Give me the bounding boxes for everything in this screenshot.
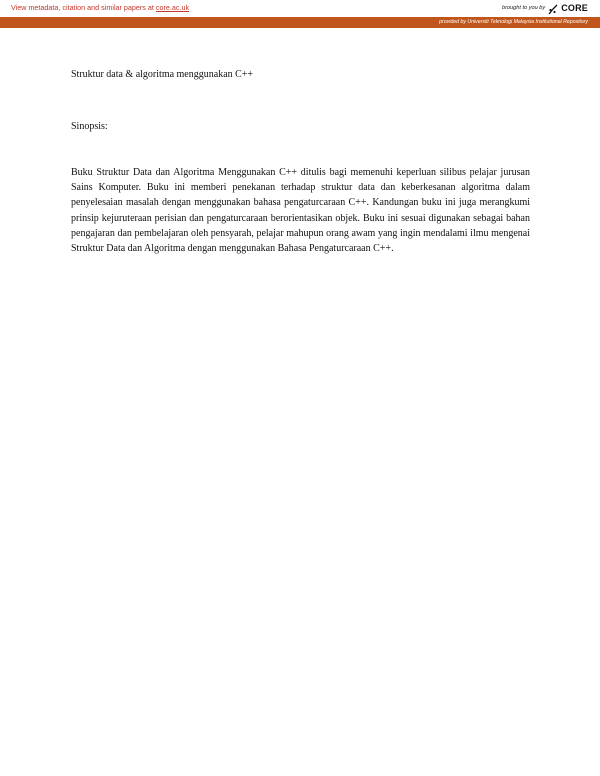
core-logo-text: CORE bbox=[561, 2, 588, 13]
core-link-domain[interactable]: core.ac.uk bbox=[155, 3, 190, 12]
sinopsis-heading: Sinopsis: bbox=[71, 121, 108, 132]
provided-by-text: provided by Universiti Teknologi Malaysia Institutional Repository bbox=[439, 18, 588, 25]
core-logo-icon bbox=[548, 2, 558, 13]
core-brand[interactable] bbox=[502, 2, 588, 13]
core-top-strip bbox=[0, 0, 600, 17]
brought-to-you-text: brought to you by bbox=[501, 4, 546, 11]
sinopsis-body: Buku Struktur Data dan Algoritma Menggunakan C++ ditulis bagi memenuhi keperluan silibus pelajar jurusan Sains Komputer. Buku ini memberi penekanan terhadap struktur data dan keberkesanan algoritma dalam penyelesaian masalah dengan menggunakan bahasa pengaturcaraan C++. Kandungan buku ini juga merangkumi prinsip kejuruteraan perisian dan pengaturcaraan berorientasikan objek. Buku ini sesuai digunakan sebagai bahan pengajaran dan pembelajaran oleh pensyarah, pelajar mahupun orang awam yang ingin mendalami ilmu mengenai Struktur Data dan Algoritma dengan menggunakan Bahasa Pengaturcaraan C++. bbox=[71, 167, 530, 255]
document-title: Struktur data & algoritma menggunakan C++ bbox=[71, 69, 254, 80]
core-metadata-link[interactable] bbox=[11, 3, 189, 12]
core-link-prefix[interactable]: View metadata, citation and similar papers at bbox=[11, 3, 156, 12]
core-header bbox=[0, 0, 600, 28]
core-provider-bar bbox=[0, 17, 600, 28]
